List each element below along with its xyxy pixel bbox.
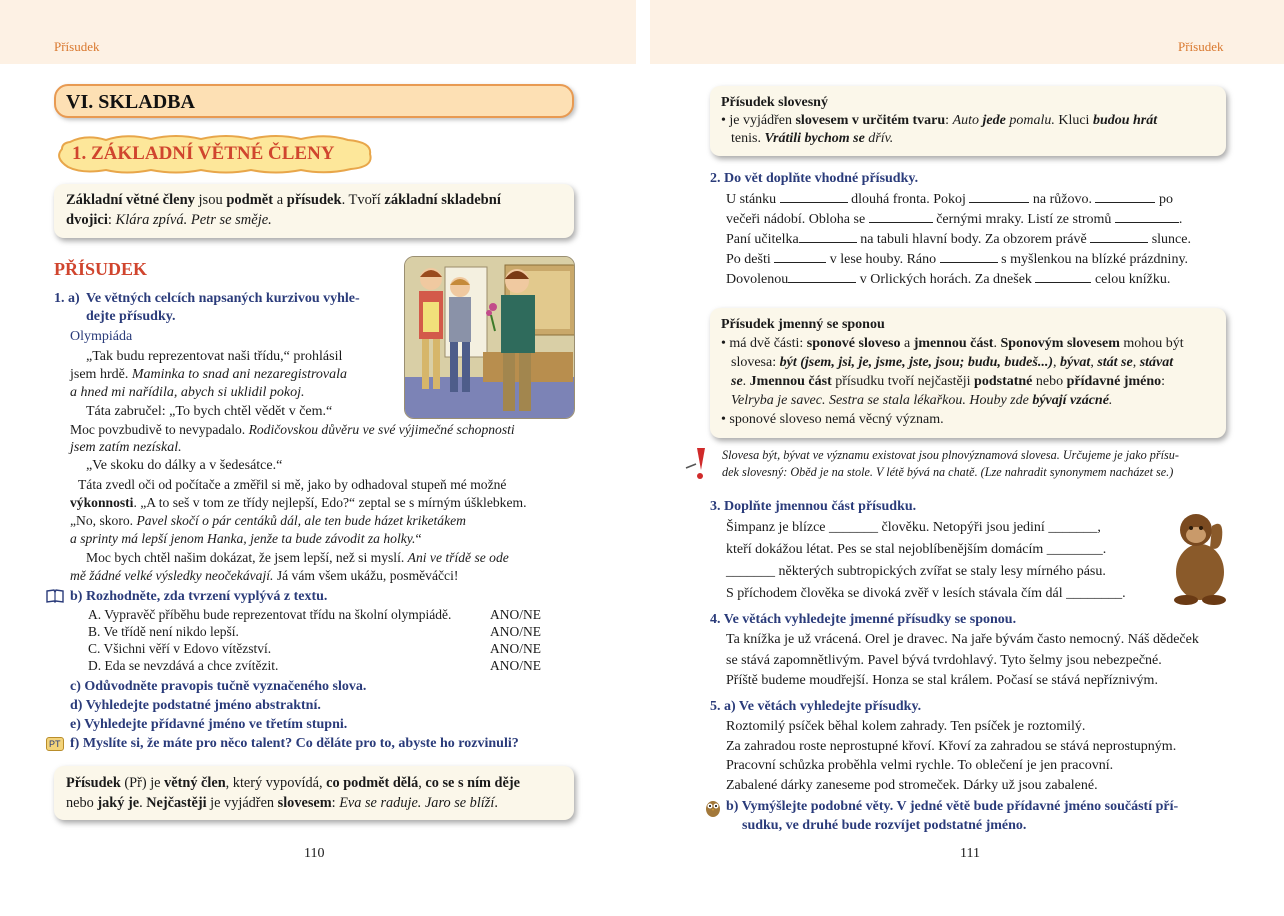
term-predicate: přísudek (286, 192, 342, 208)
box-title: Přísudek slovesný (721, 95, 828, 110)
def-text: . (139, 795, 147, 811)
ex2-blank[interactable] (969, 191, 1029, 203)
ex2-line (726, 191, 1173, 209)
box-text: Kluci (1054, 113, 1093, 128)
book-icon (46, 589, 64, 603)
ex5b-task-line1: b) Vymýšlejte podobné věty. V jedné větě bude přídavné jméno součástí pří- (726, 799, 1179, 814)
ex2-blank[interactable] (799, 231, 857, 243)
box-example: pomalu. (1005, 113, 1055, 128)
term-subject: podmět (226, 192, 274, 208)
story-line (70, 494, 526, 512)
ex2-blank[interactable] (788, 271, 856, 283)
box-bold: přídavné jméno (1066, 374, 1162, 389)
box-text: nebo (1032, 374, 1067, 389)
box-example-bold: bývají vzácné (1032, 393, 1109, 408)
ex2-text: na tabuli hlavní body. Za obzorem právě (860, 232, 1091, 247)
ex2-blank[interactable] (780, 191, 848, 203)
box-text: : (1161, 374, 1166, 389)
statement-c: C. Všichni věří v Edovo vítězství. (88, 641, 272, 656)
section-title: 1. ZÁKLADNÍ VĚTNÉ ČLENY (72, 143, 335, 164)
ex1a-number: 1. a) (54, 291, 80, 306)
box-example-bold: budou hrát (1092, 113, 1158, 128)
box-example-bold: jede (982, 113, 1006, 128)
ex1d-task: d) Vyhledejte podstatné jméno abstraktní. (70, 698, 321, 713)
story-line (86, 348, 342, 366)
ex1c-task: c) Odůvodněte pravopis tučně vyznačeného slova. (70, 679, 367, 694)
answer-c[interactable]: ANO/NE (490, 641, 541, 656)
ex1a-task-line2: dejte přísudky. (86, 309, 176, 324)
box-example-bold: být (jsem, jsi, je, jsme, jste, jsou; budu, budeš...) (779, 355, 1053, 370)
story-line (86, 457, 282, 475)
box-example-bold: stát se (1097, 355, 1133, 370)
story-text: „Tak budu reprezentovat naši třídu,“ prohlásil (86, 349, 343, 364)
illustration-family (404, 256, 575, 419)
story-line (70, 512, 466, 530)
def-bold: Nejčastěji (146, 795, 207, 811)
bold-word-vykonnosti: výkonnosti (70, 495, 134, 510)
def-term: Přísudek (66, 775, 121, 791)
def-text: . (494, 795, 498, 811)
box-example: Auto (952, 113, 983, 128)
box-example: . (1108, 393, 1113, 408)
note-line2: dek slovesný: Oběd je na stole. V létě bývá na chatě. (Lze nahradit synonymem nacházet se.) (722, 465, 1174, 479)
ex2-line (726, 251, 1188, 269)
ex5-line: Pracovní schůzka proběhla velmi rychle. To oblečení je jen pracovní. (726, 758, 1114, 773)
box-text: přísudku tvoří nejčastěji (831, 374, 975, 389)
story-line (70, 384, 304, 402)
ex2-blank[interactable] (869, 211, 933, 223)
def-text: , (418, 775, 426, 791)
ex2-blank[interactable] (1035, 271, 1091, 283)
answer-d[interactable]: ANO/NE (490, 658, 541, 673)
ex5a-task: 5. a) Ve větách vyhledejte přísudky. (710, 699, 922, 714)
ex4-line: Příště budeme moudřejší. Honza se stal králem. Počasí se stává nepříznivým. (726, 673, 1158, 688)
page-gutter (636, 0, 650, 916)
story-text: jsem hrdě. (70, 367, 132, 382)
intro-text: jsou (194, 192, 227, 208)
story-italic: Pavel skočí o pár centáků dál, ale ten bude házet kriketákem (136, 513, 466, 528)
answer-b[interactable]: ANO/NE (490, 624, 541, 639)
statement-a: A. Vypravěč příběhu bude reprezentovat třídu na školní olympiádě. (88, 607, 452, 622)
page-number: 111 (960, 846, 980, 861)
box-example-bold: bývat (1060, 355, 1091, 370)
box-text: • je vyjádřen (721, 113, 796, 128)
box-text: slovesa: (731, 355, 780, 370)
ex1f-task: f) Myslíte si, že máte pro něco talent? Co děláte pro to, abyste ho rozvinuli? (70, 736, 519, 751)
def-text: , který vypovídá, (225, 775, 327, 791)
ex2-text: na růžovo. (1032, 192, 1096, 207)
ex3-task: 3. Doplňte jmennou část přísudku. (710, 499, 917, 514)
box-text: a (900, 336, 914, 351)
box-title: Přísudek jmenný se sponou (721, 317, 885, 332)
chapter-title: VI. SKLADBA (66, 91, 195, 113)
box-example-bold: se (731, 374, 743, 389)
intro-text: : (107, 212, 116, 228)
box-text: , (1132, 355, 1140, 370)
ex2-text: černými mraky. Listí ze stromů (936, 212, 1115, 227)
ex2-text: večeři nádobí. Obloha se (726, 212, 869, 227)
box-bold: podstatné (974, 374, 1033, 389)
def-text: (Př) je (120, 775, 165, 791)
ex2-text: v Orlických horách. Za dnešek (859, 272, 1036, 287)
box-nominal-predicate (710, 308, 1226, 438)
box-text: tenis. (731, 131, 765, 146)
ex2-blank[interactable] (1115, 211, 1179, 223)
owl-icon (705, 798, 721, 818)
box-text: , (1090, 355, 1098, 370)
box-bold: Jmennou část (749, 374, 832, 389)
note-line1: Slovesa být, bývat ve významu existovat jsou plnovýznamová slovesa. Určujeme je jako přísu- (722, 448, 1179, 462)
ex5b-task-line2: sudku, ve druhé bude rozvíjet podstatné jméno. (742, 818, 1027, 833)
pt-badge: PT (46, 737, 64, 751)
ex2-text: U stánku (726, 192, 780, 207)
page-header (650, 0, 1284, 64)
story-text: Já vám všem ukážu, posměváčci! (273, 568, 459, 583)
ex4-line: Ta knížka je už vrácená. Orel je dravec. Na jaře bývám často nemocný. Náš dědeček (726, 632, 1199, 647)
def-example: Eva se raduje. Jaro se blíží (339, 795, 495, 811)
ex2-text: dlouhá fronta. Pokoj (851, 192, 970, 207)
story-text: Moc bych chtěl našim dokázat, že jsem lepší, než si myslí. (86, 550, 408, 565)
story-italic: a sprinty má lepší jenom Hanka, jenže ta bude závodit za holky. (70, 531, 416, 546)
box-text: . (993, 336, 1001, 351)
story-line (86, 549, 509, 567)
running-header: Přísudek (54, 39, 100, 54)
story-italic: mě žádné velké výsledky neočekávají. (70, 568, 274, 583)
ex3-line: _______ některých subtropických zvířat se staly lesy mírného pásu. (726, 564, 1106, 579)
ex2-text: Po dešti (726, 252, 775, 267)
ex2-blank[interactable] (1090, 231, 1148, 243)
intro-box (54, 184, 574, 238)
story-line (86, 403, 332, 421)
section-cloud (56, 134, 374, 174)
statement-b: B. Ve třídě není nikdo lepší. (88, 624, 239, 639)
ex2-blank[interactable] (1095, 191, 1155, 203)
warning-exclamation-icon (684, 446, 712, 482)
story-italic: a hned mi nařídila, abych si uklidil pokoj. (70, 385, 305, 400)
ex2-line (726, 211, 1182, 229)
ex1e-task: e) Vyhledejte přídavné jméno ve třetím stupni. (70, 717, 348, 732)
story-text: . „A to seš v tom ze třídy nejlepší, Edo?“ zeptal se s mírným úšklebkem. (133, 495, 527, 510)
intro-text: a (273, 192, 287, 208)
story-text: „Ve skoku do dálky a v šedesátce.“ (86, 458, 283, 473)
def-bold: jaký je (97, 795, 140, 811)
box-bold: slovesem v určitém tvaru (795, 113, 946, 128)
def-text: nebo (66, 795, 98, 811)
ex1a-task-line1: Ve větných celcích napsaných kurzivou vyhle- (86, 291, 360, 306)
ex2-text: . (1178, 212, 1183, 227)
ex2-text: celou knížku. (1094, 272, 1171, 287)
ex1b-task: b) Rozhodněte, zda tvrzení vyplývá z textu. (70, 589, 328, 604)
box-text: : (945, 113, 953, 128)
ex2-text: slunce. (1151, 232, 1191, 247)
ex3-line: S příchodem člověka se divoká zvěř v lesích stávala čím dál ________. (726, 586, 1126, 601)
box-example: dřív. (864, 131, 894, 146)
box-example: Velryba je savec. Sestra se stala lékařkou. Houby zde (731, 393, 1033, 408)
box-text: , (1053, 355, 1060, 370)
story-text: Táta zabručel: „To bych chtěl vědět v čem.“ (86, 404, 333, 419)
box-example-bold: Vrátili bychom se (764, 131, 865, 146)
def-bold: co podmět dělá (326, 775, 419, 791)
story-text: “ (415, 531, 422, 546)
ex3-line: Šimpanz je blízce _______ člověku. Netopýři jsou jediní _______, (726, 520, 1101, 535)
ex2-text: po (1158, 192, 1173, 207)
ex2-blank[interactable] (940, 251, 998, 263)
intro-text: . Tvoří (341, 192, 385, 208)
story-italic: Rodičovskou důvěru ve své výjimečné schopnosti (248, 422, 515, 437)
box-text: • sponové sloveso nemá věcný význam. (721, 412, 944, 427)
ex2-task: 2. Do vět doplňte vhodné přísudky. (710, 171, 919, 186)
def-bold: větný člen (164, 775, 226, 791)
box-text: • má dvě části: (721, 336, 807, 351)
ex5-line: Za zahradou roste neprostupné křoví. Křoví za zahradou se stává neprostupným. (726, 739, 1177, 754)
box-bold: Sponovým slovesem (1000, 336, 1120, 351)
story-line (70, 567, 458, 585)
term-pair-2: dvojici (66, 212, 108, 228)
right-page (650, 0, 1284, 916)
ex4-line: se stává zapomnětlivým. Pavel bývá tvrdohlavý. Tyto šelmy jsou nebezpečné. (726, 653, 1162, 668)
box-text: mohou být (1119, 336, 1184, 351)
left-page (0, 0, 636, 916)
story-title: Olympiáda (70, 329, 133, 344)
ex2-text: Dovolenou (726, 272, 789, 287)
term-pair: základní skladební (384, 192, 501, 208)
ex2-text: Paní učitelka (726, 232, 799, 247)
heading-prisudek: PŘÍSUDEK (54, 259, 148, 279)
def-text: je vyjádřen (206, 795, 278, 811)
def-bold: slovesem (277, 795, 332, 811)
ex2-line (726, 231, 1191, 249)
page-number: 110 (304, 846, 325, 861)
story-text: „No, skoro. (70, 513, 137, 528)
ex2-line (726, 271, 1170, 289)
story-italic: Maminka to snad ani nezaregistrovala (131, 367, 347, 382)
box-example-bold: stávat (1139, 355, 1174, 370)
page-header (0, 0, 636, 64)
definition-box (54, 766, 574, 820)
term-basic-members: Základní větné členy (66, 192, 195, 208)
story-line (70, 439, 182, 457)
box-verbal-predicate (710, 86, 1226, 156)
story-text: Táta zvedl oči od počítače a změřil si mě, jako by odhadoval stupeň mé možné (78, 477, 507, 492)
ex4-task: 4. Ve větách vyhledejte jmenné přísudky se sponou. (710, 612, 1017, 627)
box-text: . (742, 374, 750, 389)
story-line (78, 476, 506, 494)
def-text: : (331, 795, 340, 811)
story-line (70, 366, 347, 384)
family-picture (405, 257, 575, 419)
box-bold: sponové sloveso (806, 336, 901, 351)
chapter-banner (54, 84, 574, 118)
story-text: Moc povzbudivě to nevypadalo. (70, 422, 249, 437)
ex5-line: Roztomilý psíček běhal kolem zahrady. Ten psíček je roztomilý. (726, 719, 1086, 734)
def-bold: co se s ním děje (425, 775, 520, 791)
ex2-text: s myšlenkou na blízké prázdniny. (1001, 252, 1189, 267)
story-italic: jsem zatím nezískal. (70, 440, 182, 455)
chimpanzee-illustration (1166, 508, 1232, 606)
answer-a[interactable]: ANO/NE (490, 607, 541, 622)
intro-example: Klára zpívá. Petr se směje. (115, 212, 272, 228)
ex3-line: kteří dokážou létat. Pes se stal nejoblíbenějším domácím ________. (726, 542, 1107, 557)
ex2-blank[interactable] (774, 251, 826, 263)
ex5-line: Zabalené dárky zaneseme pod stromeček. Dárky už jsou zabalené. (726, 778, 1098, 793)
story-line (70, 530, 422, 548)
running-header: Přísudek (1178, 39, 1224, 54)
story-line (70, 421, 515, 439)
box-bold: jmennou část (913, 336, 994, 351)
statement-d: D. Eda se nevzdává a chce zvítězit. (88, 658, 279, 673)
story-italic: Ani ve třídě se ode (407, 550, 509, 565)
ex2-text: v lese houby. Ráno (829, 252, 940, 267)
